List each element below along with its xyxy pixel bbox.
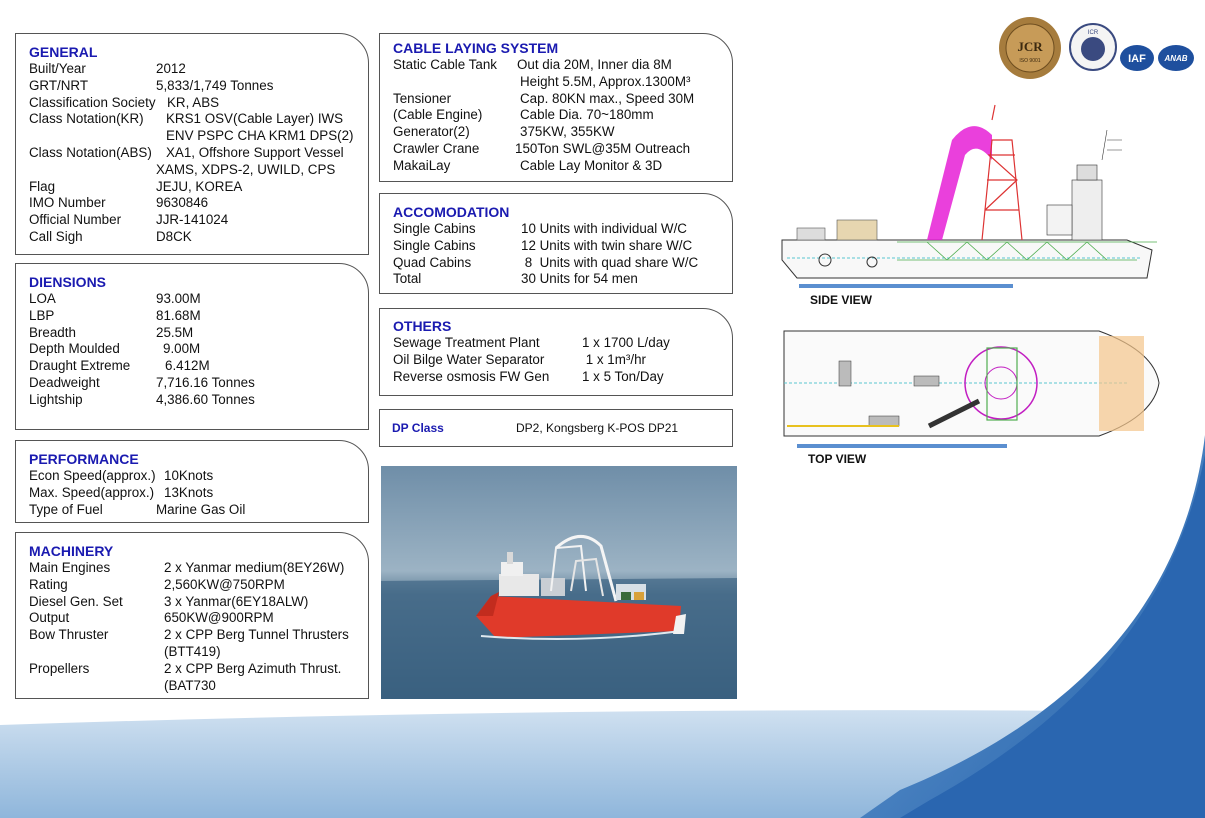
spec-row xyxy=(393,352,718,369)
spec-row xyxy=(29,577,354,594)
spec-label: Built/Year xyxy=(29,61,86,76)
top-view-caption: TOP VIEW xyxy=(808,452,867,466)
spec-label: Call Sigh xyxy=(29,228,83,244)
spec-value: Out dia 20M, Inner dia 8M xyxy=(517,57,672,72)
dimensions-panel xyxy=(15,263,369,430)
spec-label: Econ Speed(approx.) xyxy=(29,468,156,483)
spec-value: (BAT730 xyxy=(164,677,216,693)
spec-label: Max. Speed(approx.) xyxy=(29,484,155,500)
dp-class-panel xyxy=(379,409,733,447)
spec-value: 93.00M xyxy=(156,291,201,306)
spec-row xyxy=(393,107,718,124)
spec-value: 2 x Yanmar medium(8EY26W) xyxy=(164,560,345,575)
jcr-certification-logo xyxy=(997,15,1063,81)
spec-label: Single Cabins xyxy=(393,237,476,253)
spec-value: 8 Units with quad share W/C xyxy=(521,254,699,270)
spec-value: KR, ABS xyxy=(167,94,220,110)
spec-value: 2,560KW@750RPM xyxy=(164,576,285,592)
spec-label: Class Notation(ABS) xyxy=(29,144,152,160)
kr-certification-logo xyxy=(1068,22,1118,72)
machinery-panel xyxy=(15,532,369,699)
spec-label: Single Cabins xyxy=(393,221,476,236)
spec-value: XAMS, XDPS-2, UWILD, CPS xyxy=(156,161,336,177)
spec-row xyxy=(393,91,718,108)
spec-row xyxy=(29,560,354,577)
accommodation-panel xyxy=(379,193,733,294)
performance-panel xyxy=(15,440,369,523)
spec-label: Main Engines xyxy=(29,560,111,575)
anab-logo-text: ANAB xyxy=(1164,54,1188,63)
spec-row xyxy=(29,308,354,325)
spec-label: Rating xyxy=(29,576,68,592)
spec-label: Draught Extreme xyxy=(29,358,131,374)
spec-value: Height 5.5M, Approx.1300M³ xyxy=(520,73,691,89)
spec-label: Tensioner xyxy=(393,90,452,106)
spec-row xyxy=(29,111,354,128)
spec-value: 5,833/1,749 Tonnes xyxy=(156,77,274,93)
dimensions-title: DIENSIONS xyxy=(29,274,107,290)
spec-row xyxy=(29,325,354,342)
spec-row xyxy=(29,212,354,229)
spec-value: 1 x 1m³/hr xyxy=(582,351,646,367)
iaf-logo xyxy=(1119,44,1155,72)
spec-value: 12 Units with twin share W/C xyxy=(521,237,693,253)
side-view-drawing xyxy=(777,100,1162,285)
jcr-logo-text: JCR xyxy=(1017,39,1043,54)
spec-value: 9630846 xyxy=(156,195,209,211)
others-panel xyxy=(379,308,733,396)
spec-value: XA1, Offshore Support Vessel xyxy=(166,144,344,160)
spec-label: Flag xyxy=(29,178,56,194)
spec-label: Generator(2) xyxy=(393,124,470,140)
spec-row xyxy=(393,238,718,255)
spec-row xyxy=(29,594,354,611)
spec-value: 1 x 1700 L/day xyxy=(582,335,670,350)
spec-value: 2012 xyxy=(156,61,186,76)
spec-label xyxy=(393,74,520,91)
spec-label: Bow Thruster xyxy=(29,627,109,643)
spec-row xyxy=(29,485,354,502)
spec-value: (BTT419) xyxy=(164,643,221,659)
spec-label: Propellers xyxy=(29,660,90,676)
spec-row xyxy=(393,124,718,141)
performance-title: PERFORMANCE xyxy=(29,451,139,467)
spec-row xyxy=(29,610,354,627)
spec-label: (Cable Engine) xyxy=(393,107,483,123)
spec-row xyxy=(393,369,718,386)
spec-row xyxy=(29,502,354,519)
spec-value: 30 Units for 54 men xyxy=(521,271,638,287)
spec-value: 25.5M xyxy=(156,324,194,340)
spec-label: LBP xyxy=(29,307,55,323)
spec-row xyxy=(29,358,354,375)
spec-label: Sewage Treatment Plant xyxy=(393,335,540,350)
spec-row xyxy=(29,145,354,162)
spec-row xyxy=(393,271,718,288)
spec-label: Reverse osmosis FW Gen xyxy=(393,368,550,384)
spec-value: Cable Dia. 70~180mm xyxy=(520,107,654,123)
accommodation-title: ACCOMODATION xyxy=(393,204,510,220)
spec-value: D8CK xyxy=(156,228,192,244)
spec-label: Quad Cabins xyxy=(393,254,472,270)
spec-value: JJR-141024 xyxy=(156,212,229,228)
spec-row xyxy=(29,375,354,392)
spec-row-continued xyxy=(29,162,354,179)
jcr-logo-subtext: ISO 9001 xyxy=(1019,58,1041,64)
spec-value: 10Knots xyxy=(164,468,214,483)
dp-class-value: DP2, Kongsberg K-POS DP21 xyxy=(516,421,679,435)
spec-value: Cap. 80KN max., Speed 30M xyxy=(520,90,695,106)
dp-class-row xyxy=(392,420,720,437)
spec-label: GRT/NRT xyxy=(29,77,89,93)
spec-label: Crawler Crane xyxy=(393,140,480,156)
spec-row-continued xyxy=(29,678,354,695)
spec-label: Classification Society xyxy=(29,94,156,110)
spec-row xyxy=(29,95,354,112)
spec-value: 13Knots xyxy=(164,484,214,500)
spec-label: Output xyxy=(29,610,70,626)
spec-row xyxy=(29,195,354,212)
spec-label: Class Notation(KR) xyxy=(29,111,144,127)
side-view-caption: SIDE VIEW xyxy=(810,293,873,307)
spec-value: 81.68M xyxy=(156,307,201,323)
spec-label: Depth Moulded xyxy=(29,341,120,357)
spec-label: Diesel Gen. Set xyxy=(29,593,123,609)
spec-row xyxy=(29,78,354,95)
spec-value: KRS1 OSV(Cable Layer) IWS xyxy=(166,111,344,127)
spec-value: 3 x Yanmar(6EY18ALW) xyxy=(164,593,309,609)
spec-row-continued xyxy=(29,128,354,145)
spec-row xyxy=(393,57,718,74)
spec-label: IMO Number xyxy=(29,195,106,211)
spec-value: 2 x CPP Berg Tunnel Thrusters xyxy=(164,627,349,643)
spec-value: 1 x 5 Ton/Day xyxy=(582,368,664,384)
spec-row xyxy=(29,661,354,678)
dp-class-label: DP Class xyxy=(392,421,444,435)
spec-row-continued xyxy=(29,644,354,661)
spec-row xyxy=(29,392,354,409)
cable-laying-title: CABLE LAYING SYSTEM xyxy=(393,40,559,56)
spec-label: Lightship xyxy=(29,391,83,407)
spec-label: LOA xyxy=(29,291,56,306)
spec-row xyxy=(29,627,354,644)
spec-row xyxy=(393,141,718,158)
general-title: GENERAL xyxy=(29,44,98,60)
spec-row xyxy=(29,229,354,246)
side-view-underline xyxy=(799,284,1013,288)
spec-value: 650KW@900RPM xyxy=(164,610,274,626)
spec-label: Official Number xyxy=(29,212,122,228)
spec-value: 7,716.16 Tonnes xyxy=(156,374,255,390)
spec-label: Oil Bilge Water Separator xyxy=(393,351,545,367)
spec-value: 375KW, 355KW xyxy=(520,124,615,140)
spec-value: 9.00M xyxy=(163,341,201,357)
spec-row xyxy=(393,221,718,238)
spec-value: 2 x CPP Berg Azimuth Thrust. xyxy=(164,660,342,676)
spec-label: Breadth xyxy=(29,324,76,340)
spec-label: Deadweight xyxy=(29,374,100,390)
spec-row xyxy=(393,255,718,272)
spec-row xyxy=(29,291,354,308)
spec-label: MakaiLay xyxy=(393,157,451,173)
top-view-drawing xyxy=(779,326,1164,441)
spec-value: 10 Units with individual W/C xyxy=(521,221,687,236)
top-view-underline xyxy=(797,444,1007,448)
anab-logo xyxy=(1157,44,1195,72)
iaf-logo-text: IAF xyxy=(1128,53,1146,65)
spec-value: Cable Lay Monitor & 3D xyxy=(520,157,663,173)
spec-value: ENV PSPC CHA KRM1 DPS(2) xyxy=(166,128,354,144)
vessel-photo xyxy=(381,466,737,699)
spec-label: Type of Fuel xyxy=(29,501,103,517)
spec-row xyxy=(29,179,354,196)
machinery-title: MACHINERY xyxy=(29,543,114,559)
spec-row xyxy=(393,158,718,175)
spec-value: 150Ton SWL@35M Outreach xyxy=(515,140,691,156)
spec-row xyxy=(29,341,354,358)
kr-logo-text: ICR xyxy=(1087,30,1099,36)
spec-row xyxy=(393,74,718,91)
spec-value: 4,386.60 Tonnes xyxy=(156,391,255,407)
spec-value: 6.412M xyxy=(165,358,210,374)
spec-label: Static Cable Tank xyxy=(393,57,497,72)
spec-row xyxy=(29,468,354,485)
others-title: OTHERS xyxy=(393,318,452,334)
spec-row xyxy=(393,335,718,352)
spec-row xyxy=(29,61,354,78)
cable-laying-panel xyxy=(379,33,733,182)
spec-value: JEJU, KOREA xyxy=(156,178,243,194)
general-panel xyxy=(15,33,369,255)
spec-value: Marine Gas Oil xyxy=(156,501,246,517)
spec-label: Total xyxy=(393,271,422,287)
